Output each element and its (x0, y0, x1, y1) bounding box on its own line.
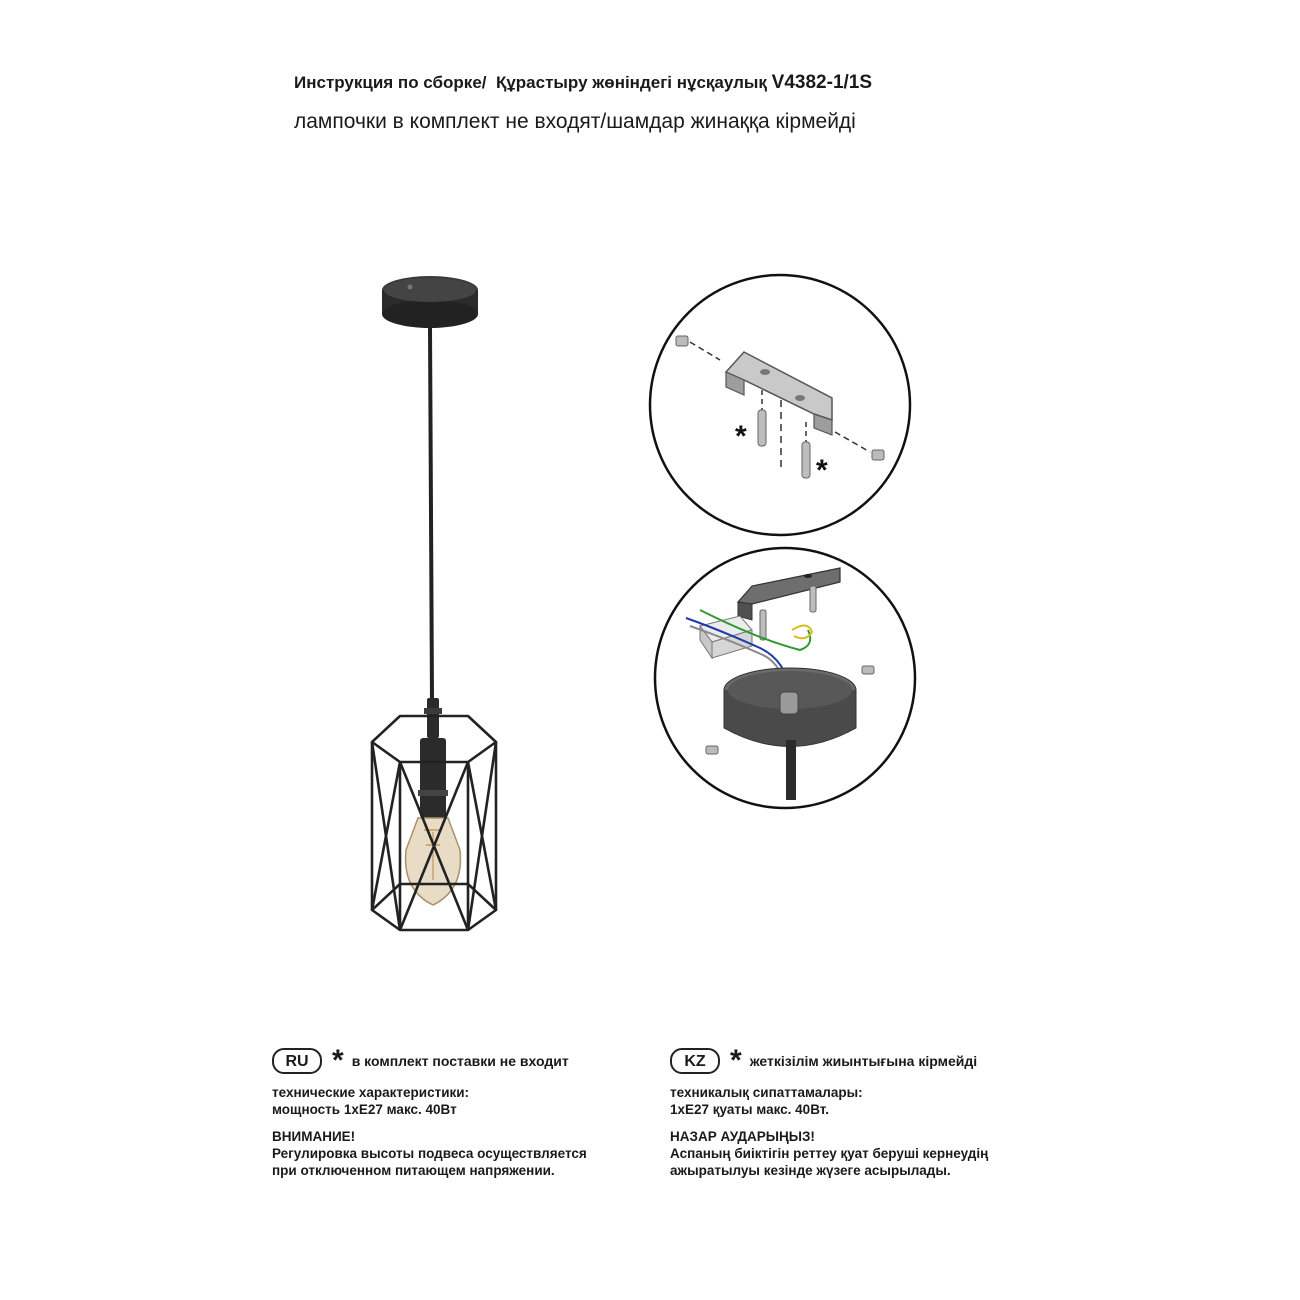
mounting-detail-circle (650, 275, 910, 535)
ru-not-included: в комплект поставки не входит (351, 1052, 569, 1069)
kz-spec-value: 1хЕ27 қуаты макс. 40Вт. (670, 1102, 829, 1117)
ru-spec-value: мощность 1хЕ27 макс. 40Вт (272, 1102, 457, 1117)
wiring-detail-circle (655, 548, 915, 808)
not-included-marker-left: * (735, 420, 747, 453)
bulbs-note: лампочки в комплект не входят/шамдар жинаққа кірмейді (294, 110, 856, 133)
title-ru: Инструкция по сборке/ (294, 73, 487, 92)
kz-warning-title: НАЗАР АУДАРЫҢЫЗ! (670, 1129, 815, 1144)
ru-not-included-row (272, 1044, 642, 1077)
ru-spec-title: технические характеристики: (272, 1085, 470, 1100)
kz-warning-line2: ажыратылуы кезінде жүзеге асырылады. (670, 1163, 951, 1178)
kz-warning (670, 1128, 1050, 1179)
ru-badge: RU (272, 1048, 322, 1074)
kz-warning-line1: Аспаның биіктігін реттеу қуат беруші кернеудің (670, 1146, 989, 1161)
screw-a (760, 610, 766, 640)
kz-spec-title: техникалық сипаттамалары: (670, 1085, 863, 1100)
canopy-screw-left (706, 746, 718, 754)
model-number: V4382-1/1S (771, 72, 873, 93)
ru-warning-line2: при отключенном питающем напряжении. (272, 1163, 555, 1178)
ru-warning-line1: Регулировка высоты подвеса осуществляется (272, 1146, 587, 1161)
section-kz (670, 1044, 1050, 1189)
screw-b (810, 586, 816, 612)
kz-not-included-row (670, 1044, 1050, 1077)
not-included-marker-right: * (816, 454, 828, 487)
ru-star: * (332, 1044, 344, 1077)
kz-not-included: жеткізілім жиынтығына кірмейді (749, 1052, 978, 1069)
ru-warning (272, 1128, 642, 1179)
kz-specs (670, 1084, 1050, 1118)
section-ru (272, 1044, 642, 1189)
title-kz: Құрастыру жөніндегі нұсқаулық (495, 73, 767, 92)
suspension-cord (430, 328, 432, 700)
ru-warning-title: ВНИМАНИЕ! (272, 1129, 356, 1144)
pendant-lamp-illustration (372, 276, 496, 930)
ceiling-canopy (382, 276, 478, 328)
kz-badge: KZ (670, 1048, 720, 1074)
canopy-screw-right (862, 666, 874, 674)
ru-specs (272, 1084, 642, 1118)
kz-star: * (730, 1044, 742, 1077)
